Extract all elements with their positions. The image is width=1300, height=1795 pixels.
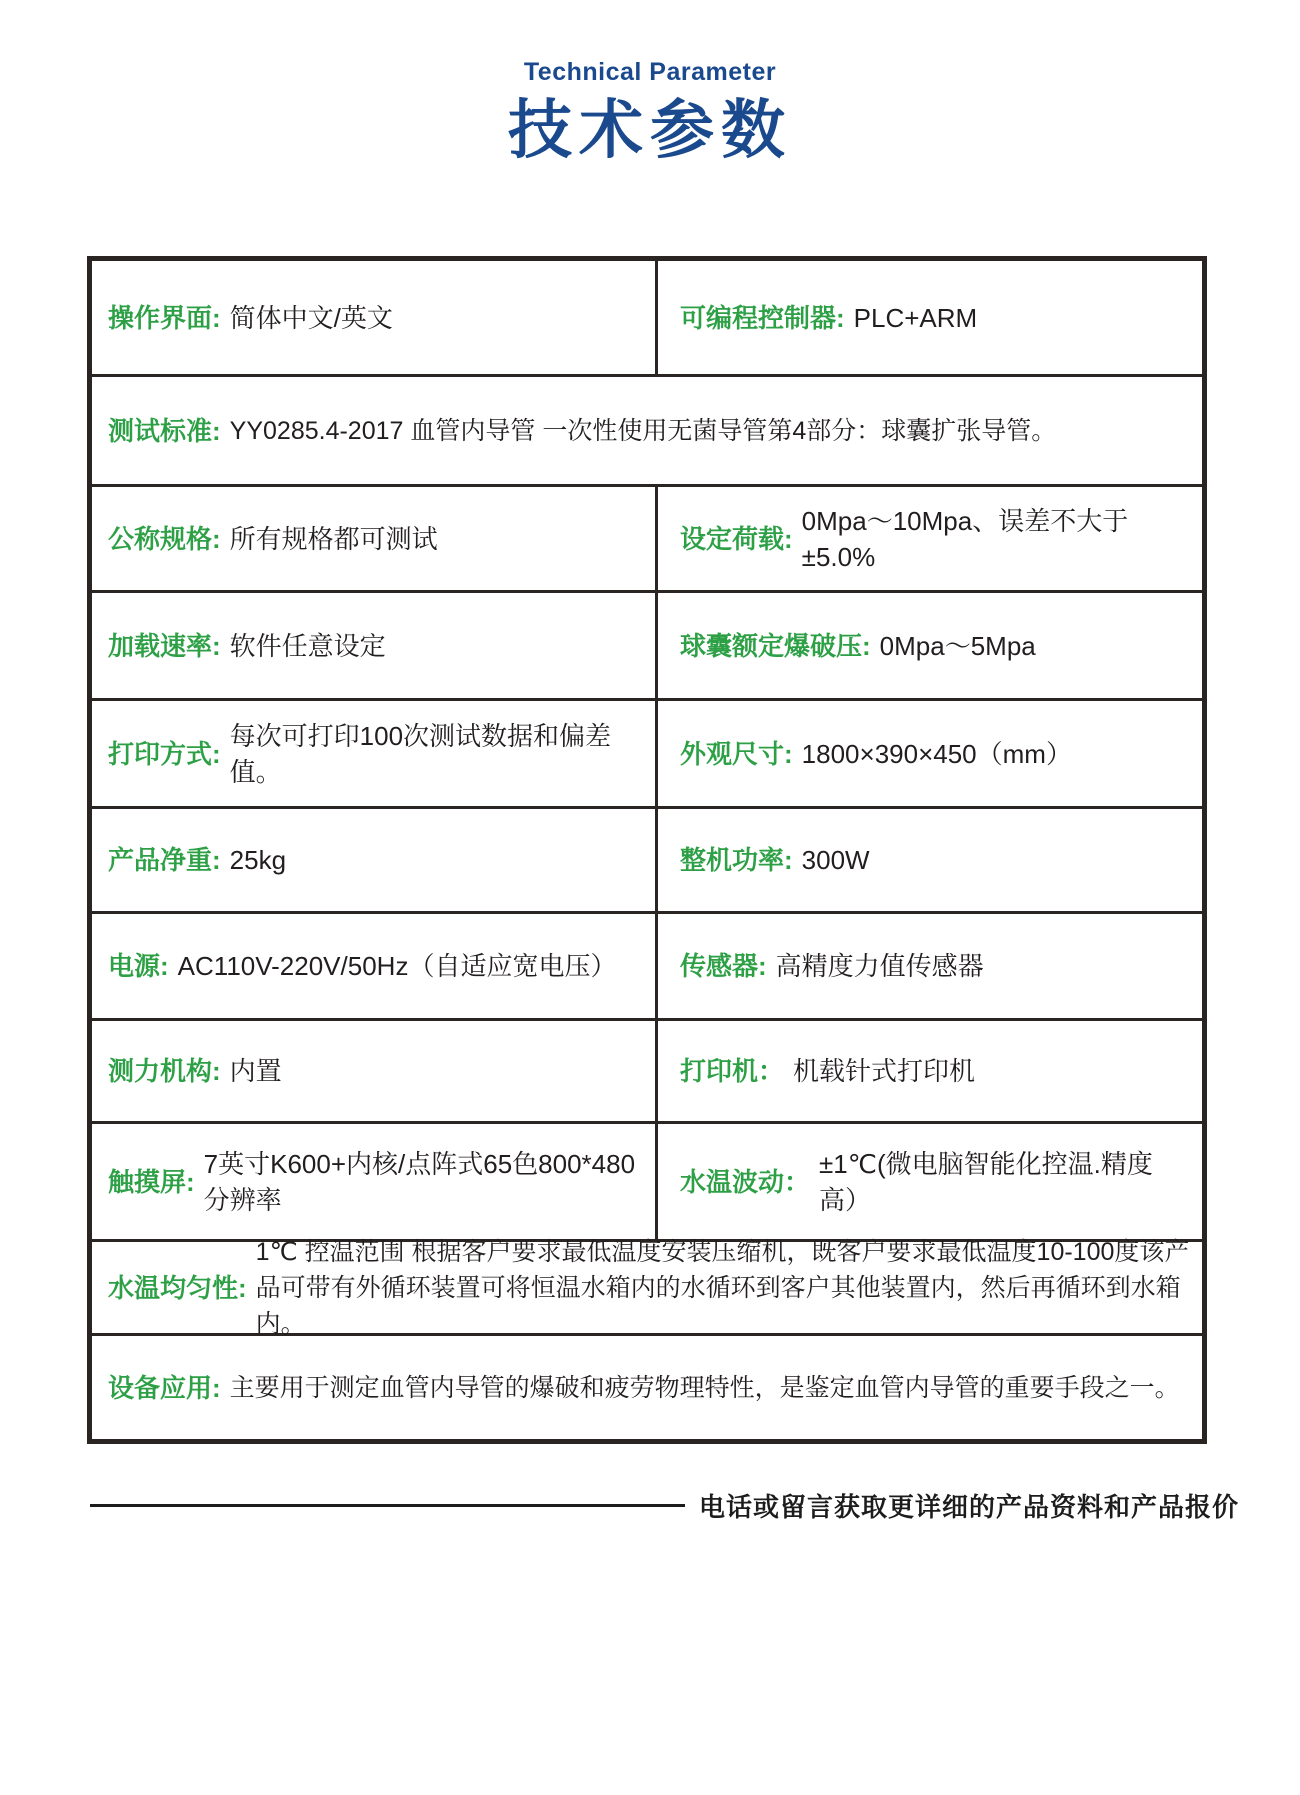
spec-cell [655,914,1202,1018]
spec-value: 每次可打印100次测试数据和偏差值。 [229,720,612,787]
spec-cell [92,1124,655,1239]
spec-cell [92,1336,1202,1439]
spec-label: 设定荷载: [680,523,793,554]
spec-cell [92,914,655,1018]
spec-value: 内置 [229,1056,282,1086]
spec-cell [92,809,655,911]
spec-value: YY0285.4-2017 血管内导管 一次性使用无菌导管第4部分：球囊扩张导管。 [229,416,1057,445]
spec-label: 传感器: [680,951,767,981]
table-row [92,1018,1202,1121]
spec-label: 公称规格: [108,523,221,554]
table-row [92,911,1202,1018]
table-row [92,1333,1202,1439]
spec-value: 高精度力值传感器 [775,951,984,981]
spec-label: 触摸屏: [108,1166,195,1197]
spec-cell [655,487,1202,590]
spec-cell [92,487,655,590]
spec-value: 300W [801,845,870,875]
spec-cell [92,1021,655,1121]
spec-cell [655,1021,1202,1121]
spec-cell [655,593,1202,698]
spec-label: 设备应用: [108,1372,221,1403]
spec-cell [655,809,1202,911]
spec-label: 测力机构: [108,1056,221,1086]
spec-value: 所有规格都可测试 [229,523,438,554]
spec-value: ±1℃(微电脑智能化控温.精度高） [819,1148,1153,1215]
spec-cell [655,1124,1202,1239]
spec-value: 1800×390×450（mm） [801,738,1072,769]
spec-cell [92,701,655,806]
spec-cell [92,1237,1202,1338]
spec-label: 水温均匀性: [108,1272,247,1303]
spec-label: 可编程控制器: [680,302,845,333]
spec-cell [655,261,1202,374]
footer-note: 电话或留言获取更详细的产品资料和产品报价 [699,1492,1240,1522]
footer-divider-line [90,1504,685,1507]
spec-value: 简体中文/英文 [229,302,393,333]
spec-label: 测试标准: [108,415,221,446]
table-row [92,261,1202,374]
spec-value: 0Mpa～5Mpa [879,630,1036,661]
page-title: 技术参数 [508,94,792,166]
table-row [92,806,1202,911]
spec-value: 7英寸K600+内核/点阵式65色800*480分辨率 [203,1148,636,1215]
page-header [0,56,1300,166]
table-row [92,1121,1202,1239]
spec-cell [92,261,655,374]
spec-label: 水温波动： [680,1166,811,1197]
spec-label: 电源: [108,951,169,981]
spec-label: 外观尺寸: [680,738,793,769]
spec-label: 加载速率: [108,630,221,661]
spec-label: 球囊额定爆破压: [680,630,871,661]
spec-value: 软件任意设定 [229,630,386,661]
spec-cell [92,377,1202,484]
footer [90,1487,1240,1524]
spec-value: 主要用于测定血管内导管的爆破和疲劳物理特性，是鉴定血管内导管的重要手段之一。 [229,1373,1180,1402]
table-row [92,484,1202,590]
spec-value: 机载针式打印机 [793,1056,976,1086]
table-row [92,698,1202,806]
table-row [92,374,1202,484]
spec-value: PLC+ARM [853,302,978,333]
spec-label: 打印机： [680,1056,785,1086]
spec-value: 25kg [229,845,287,875]
spec-value: 0Mpa～10Mpa、误差不大于±5.0% [801,505,1129,572]
spec-cell [92,593,655,698]
spec-value: AC110V-220V/50Hz（自适应宽电压） [177,951,617,981]
spec-label: 打印方式: [108,738,221,769]
spec-value: 1℃ 控温范围 根据客户要求最低温度安装压缩机，既客户要求最低温度10-100度该产品可带有外循环装置可将恒温水箱内的水循环到客户其他装置内，然后再循环到水箱内。 [255,1237,1190,1338]
subtitle-english: Technical Parameter [523,58,777,86]
spec-cell [655,701,1202,806]
table-row [92,590,1202,698]
spec-label: 产品净重: [108,845,221,875]
spec-label: 整机功率: [680,845,793,875]
table-row [92,1237,1202,1338]
spec-label: 操作界面: [108,302,221,333]
spec-table [87,256,1207,1444]
